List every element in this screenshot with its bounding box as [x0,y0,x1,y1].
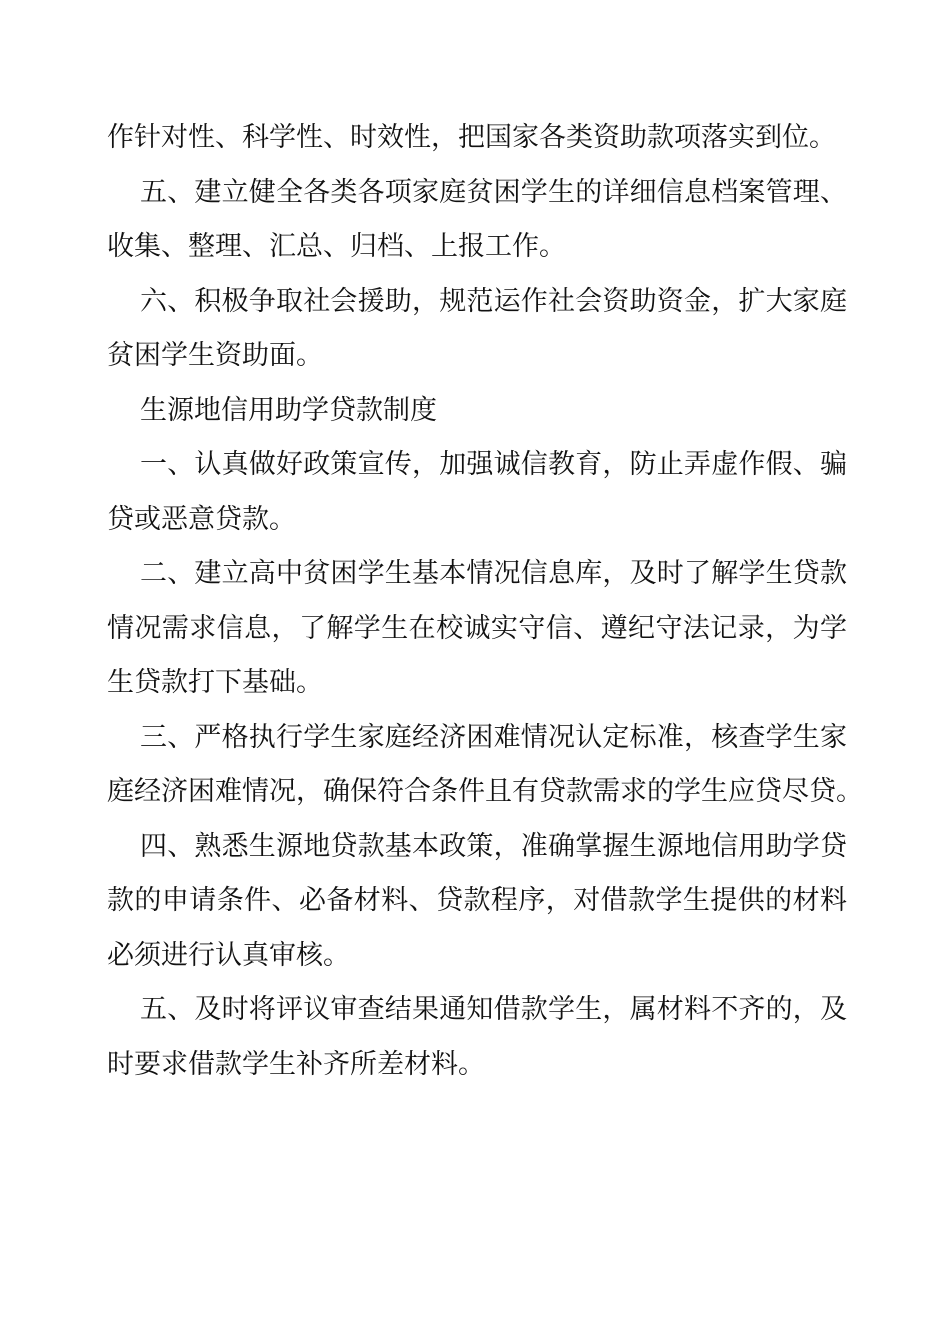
text-line: 生源地信用助学贷款制度 [140,394,437,426]
text-line: 时要求借款学生补齐所差材料。 [107,1048,485,1080]
text-line: 二、建立高中贫困学生基本情况信息库，及时了解学生贷款 [140,558,847,589]
paragraph [107,547,847,711]
text-line: 五、及时将评议审查结果通知借款学生，属材料不齐的，及 [140,994,847,1025]
text-line: 贷或恶意贷款。 [107,503,296,535]
paragraph [107,275,847,384]
paragraph [107,384,847,439]
paragraph [107,166,847,275]
text-line: 作针对性、科学性、时效性，把国家各类资助款项落实到位。 [107,122,836,153]
text-line: 收集、整理、汇总、归档、上报工作。 [107,231,566,262]
text-line: 一、认真做好政策宣传，加强诚信教育，防止弄虚作假、骗 [140,449,847,480]
text-line: 情况需求信息，了解学生在校诚实守信、遵纪守法记录，为学 [107,612,847,644]
document-body [107,111,863,1092]
text-line: 生贷款打下基础。 [107,667,323,698]
text-line: 款的申请条件、必备材料、贷款程序，对借款学生提供的材料 [107,885,847,916]
text-line: 贫困学生资助面。 [107,340,323,371]
paragraph [107,820,847,984]
text-line: 五、建立健全各类各项家庭贫困学生的详细信息档案管理、 [140,176,847,208]
paragraph [107,983,847,1092]
text-line: 庭经济困难情况，确保符合条件且有贷款需求的学生应贷尽贷。 [107,776,863,807]
paragraph [107,111,847,166]
paragraph [107,438,847,547]
text-line: 三、严格执行学生家庭经济困难情况认定标准，核查学生家 [140,721,847,753]
text-line: 必须进行认真审核。 [107,939,350,971]
paragraph [107,711,863,820]
text-line: 四、熟悉生源地贷款基本政策，准确掌握生源地信用助学贷 [140,830,847,862]
text-line: 六、积极争取社会援助，规范运作社会资助资金，扩大家庭 [140,285,847,317]
